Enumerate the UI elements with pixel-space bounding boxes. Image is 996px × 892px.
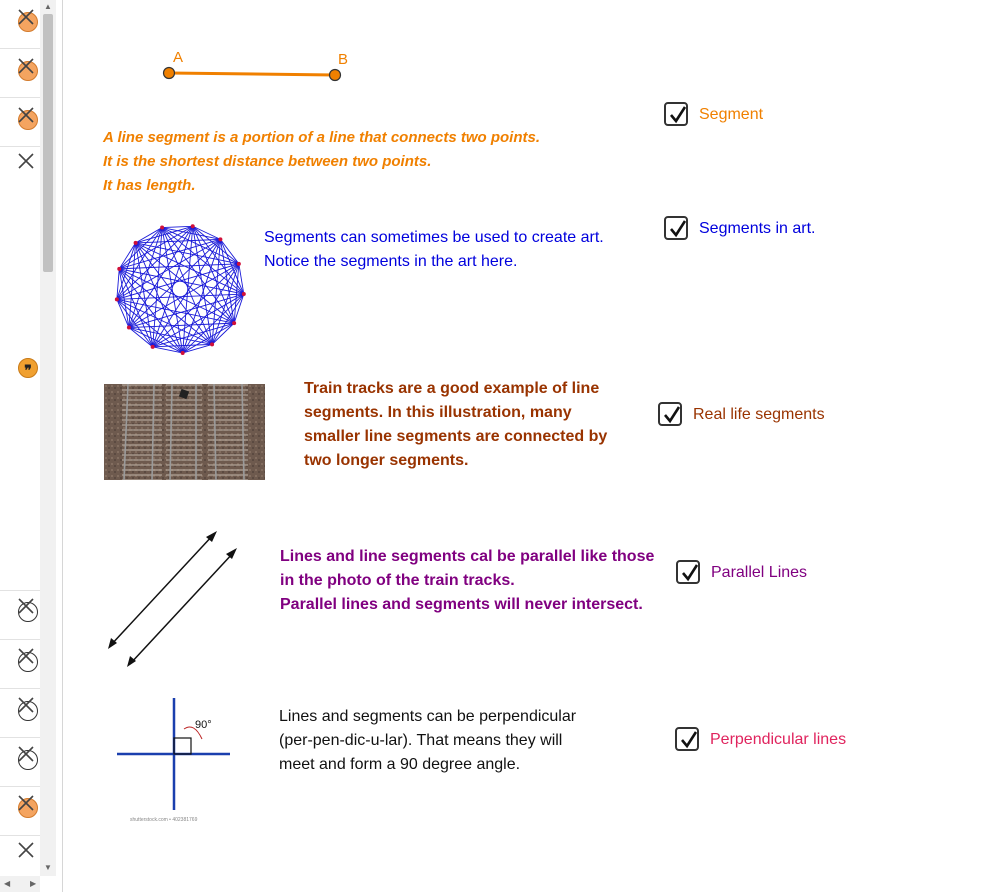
art-vertex [115,297,119,301]
art-segment [183,264,239,353]
scrollbar-thumb[interactable] [43,14,53,272]
parallel-text-line: Parallel lines and segments will never intersect. [280,596,643,613]
parallel-text-line: Lines and line segments cal be parallel like those [280,548,655,565]
perp-text-line: Lines and segments can be perpendicular [279,708,577,725]
perpendicular-text [279,705,576,777]
checkmark-icon [662,404,682,426]
checkmark-icon [680,562,700,584]
close-icon[interactable] [16,56,36,76]
divider [0,786,40,787]
art-vertex [237,262,241,266]
train-text-line: smaller line segments are connected by [304,428,608,445]
art-vertex [218,237,222,241]
art-vertex [127,326,131,330]
perpendicular-lines-checkbox-label[interactable]: Perpendicular lines [710,731,847,748]
art-segment [162,228,234,324]
art-segment [129,243,136,328]
art-vertex [134,241,138,245]
art-segment [239,264,244,294]
perp-text-line: (per-pen-dic-u-lar). That means they will [279,732,563,749]
art-segment [212,264,239,345]
perpendicular-diagram [112,694,237,826]
angle-label: 90° [195,719,212,731]
divider [0,639,40,640]
perp-text-line: meet and form a 90 degree angle. [279,756,521,773]
segment-checkbox[interactable] [664,102,688,126]
close-icon[interactable] [16,596,36,616]
train-tracks-photo [104,384,265,480]
divider [0,688,40,689]
segments-in-art-checkbox-label[interactable]: Segments in art. [699,220,816,237]
close-icon[interactable] [16,695,36,715]
art-vertex [191,224,195,228]
art-text [264,226,604,274]
art-segment [136,243,153,347]
point-b-label: B [338,51,349,68]
art-text-line: Notice the segments in the art here. [264,253,518,270]
close-icon[interactable] [16,840,36,860]
art-vertex [242,292,246,296]
divider [0,146,40,147]
divider [0,835,40,836]
art-segment [153,347,183,353]
art-segment [119,226,192,269]
image-credit: shutterstock.com • 402381769 [130,817,198,823]
scroll-up-icon[interactable]: ▲ [44,2,52,11]
segment-line[interactable] [169,73,335,75]
close-icon[interactable] [16,646,36,666]
divider [0,590,40,591]
scroll-down-icon[interactable]: ▼ [44,863,52,872]
close-icon[interactable] [16,793,36,813]
train-text [304,377,607,473]
art-vertex [210,342,214,346]
segments-in-art-checkbox[interactable] [664,216,688,240]
horizontal-scrollbar[interactable] [0,876,40,892]
art-vertex [181,351,185,355]
definition-line: It has length. [103,177,196,194]
scroll-left-icon[interactable]: ◀ [4,879,11,888]
checkmark-icon [668,218,688,240]
divider [0,737,40,738]
parallel-lines-checkbox-label[interactable]: Parallel Lines [711,564,808,581]
perpendicular-lines-checkbox[interactable] [675,727,699,751]
divider [0,97,40,98]
art-segment [153,294,244,347]
point-a[interactable] [164,68,175,79]
art-segment [153,344,212,346]
string-art-image [110,220,250,360]
parallel-lines-diagram [100,526,250,671]
checkmark-icon [679,729,699,751]
parallel-lines-checkbox[interactable] [676,560,700,584]
close-icon[interactable] [16,7,36,27]
art-segment [220,239,243,294]
segment-ab[interactable] [150,40,370,90]
divider [0,48,40,49]
train-text-line: segments. In this illustration, many [304,404,572,421]
art-vertex [160,226,164,230]
definition-line: It is the shortest distance between two points. [103,153,432,170]
checkmark-icon [668,104,688,126]
real-life-segments-checkbox[interactable] [658,402,682,426]
point-a-label: A [173,49,184,66]
segment-checkbox-label[interactable]: Segment [699,106,764,123]
parallel-text [280,545,654,617]
art-vertex [232,321,236,325]
quote-icon[interactable]: ❞ [18,358,38,378]
art-segment [117,294,244,299]
art-vertex [151,345,155,349]
art-text-line: Segments can sometimes be used to create art. [264,229,604,246]
definition-text [103,126,540,198]
algebra-panel [0,0,63,892]
point-b[interactable] [330,70,341,81]
train-text-line: two longer segments. [304,452,469,469]
close-icon[interactable] [16,105,36,125]
real-life-segments-checkbox-label[interactable]: Real life segments [693,406,825,423]
close-icon[interactable] [16,744,36,764]
parallel-text-line: in the photo of the train tracks. [280,572,515,589]
train-text-line: Train tracks are a good example of line [304,380,600,397]
art-vertex [117,267,121,271]
close-icon[interactable] [16,151,36,171]
scroll-right-icon[interactable]: ▶ [30,879,37,888]
definition-line: A line segment is a portion of a line that connects two points. [103,129,540,146]
